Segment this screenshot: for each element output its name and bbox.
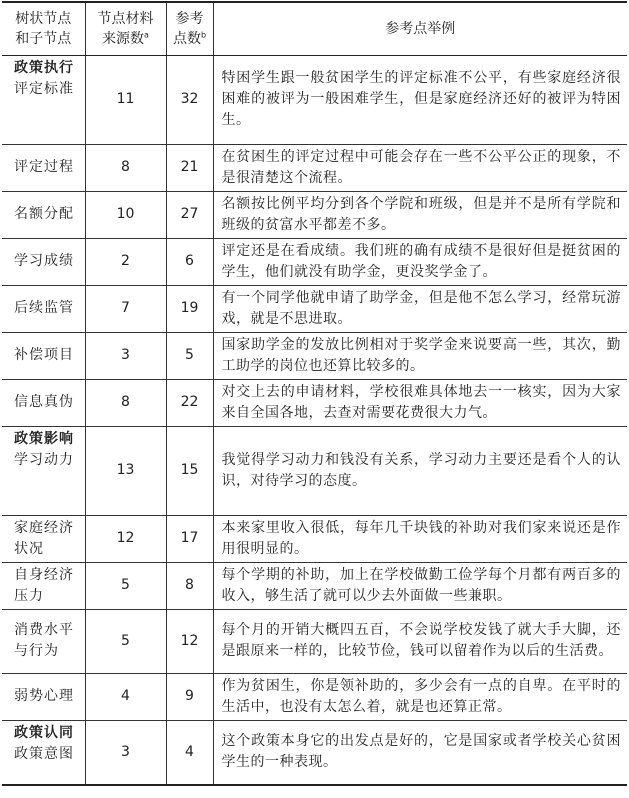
header-examples: 参考点举例 [213, 2, 627, 55]
reference-point-count: 15 [166, 426, 213, 515]
table-row [2, 55, 627, 144]
node-name: 压力 [14, 587, 44, 604]
node-name: 名额分配 [14, 206, 74, 222]
header-sources: 节点材料 来源数$^a$ [85, 2, 166, 55]
node-name: 评定标准 [14, 80, 74, 97]
group-heading: 政策影响 [14, 430, 74, 447]
table-row [2, 191, 627, 238]
source-count: 12 [85, 515, 166, 562]
reference-point-count: 8 [166, 562, 213, 609]
table-row [2, 673, 627, 720]
table-row [2, 609, 627, 673]
reference-example: 对交上去的申请材料，学校很难具体地去一一核实，因为大家来自全国各地，去查对需要花费很大力气。 [213, 379, 627, 426]
reference-example: 作为贫困生，你是领补助的，多少会有一点的自卑。在平时的生活中，也没有太怎么着，就是也还算正常。 [213, 673, 627, 720]
reference-example: 有一个同学他就申请了助学金，但是他不怎么学习，经常玩游戏，就是不思进取。 [213, 285, 627, 332]
node-name: 学习动力 [14, 451, 74, 468]
node-name-cell [2, 720, 85, 785]
reference-point-count: 21 [166, 144, 213, 191]
reference-point-count: 4 [166, 720, 213, 785]
source-count: 8 [85, 144, 166, 191]
node-name-cell [2, 609, 85, 673]
reference-point-count: 19 [166, 285, 213, 332]
reference-example: 每个学期的补助，加上在学校做勤工俭学每个月都有两百多的收入，够生活了就可以少去外面做一些兼职。 [213, 562, 627, 609]
policy-coding-table [2, 1, 627, 786]
table-row [2, 379, 627, 426]
reference-example: 名额按比例平均分到各个学院和班级，但是并不是所有学院和班级的贫富水平都差不多。 [213, 191, 627, 238]
header-points: 参考 点数$^b$ [166, 2, 213, 55]
reference-point-count: 5 [166, 332, 213, 379]
reference-point-count: 22 [166, 379, 213, 426]
node-name: 状况 [14, 540, 44, 557]
reference-example: 在贫困生的评定过程中可能会存在一些不公平公正的现象，不是很清楚这个流程。 [213, 144, 627, 191]
reference-example: 每个月的开销大概四五百，不会说学校发钱了就大手大脚，还是跟原来一样的，比较节俭，钱可以留着作为以后的生活费。 [213, 609, 627, 673]
reference-point-count: 9 [166, 673, 213, 720]
group-heading: 政策执行 [14, 59, 74, 76]
table-row [2, 562, 627, 609]
node-name-cell [2, 426, 85, 515]
header-node: 树状节点 和子节点 [2, 2, 85, 55]
table-header [2, 2, 627, 55]
node-name-cell [2, 332, 85, 379]
node-name: 消费水平 [14, 622, 74, 638]
reference-point-count: 6 [166, 238, 213, 285]
source-count: 5 [85, 562, 166, 609]
source-count: 3 [85, 720, 166, 785]
node-name: 学习成绩 [14, 253, 74, 269]
node-name: 与行为 [14, 643, 59, 659]
reference-point-count: 17 [166, 515, 213, 562]
reference-point-count: 12 [166, 609, 213, 673]
reference-example: 这个政策本身它的出发点是好的，它是国家或者学校关心贫困学生的一种表现。 [213, 720, 627, 785]
node-name-cell [2, 191, 85, 238]
node-name: 家庭经济 [14, 519, 74, 536]
table-row [2, 285, 627, 332]
node-name-cell [2, 562, 85, 609]
node-name: 信息真伪 [14, 394, 74, 410]
reference-example: 评定还是在看成绩。我们班的确有成绩不是很好但是挺贫困的学生，他们就没有助学金，更没奖学金了。 [213, 238, 627, 285]
node-name: 政策意图 [14, 745, 74, 762]
node-name-cell [2, 144, 85, 191]
reference-example: 我觉得学习动力和钱没有关系，学习动力主要还是看个人的认识，对待学习的态度。 [213, 426, 627, 515]
node-name: 弱势心理 [14, 688, 74, 704]
source-count: 3 [85, 332, 166, 379]
node-name: 补偿项目 [14, 347, 74, 363]
table-row [2, 332, 627, 379]
table-row [2, 426, 627, 515]
table-row [2, 238, 627, 285]
group-heading: 政策认同 [14, 724, 74, 741]
node-name: 自身经济 [14, 566, 74, 583]
reference-example: 国家助学金的发放比例相对于奖学金来说要高一些，其次，勤工助学的岗位也还算比较多的。 [213, 332, 627, 379]
table-row [2, 144, 627, 191]
source-count: 11 [85, 55, 166, 144]
reference-example: 特困学生跟一般贫困学生的评定标准不公平，有些家庭经济很困难的被评为一般困难学生，但是家庭经济还好的被评为特困生。 [213, 55, 627, 144]
source-count: 4 [85, 673, 166, 720]
reference-point-count: 32 [166, 55, 213, 144]
source-count: 7 [85, 285, 166, 332]
source-count: 8 [85, 379, 166, 426]
reference-example: 本来家里收入很低，每年几千块钱的补助对我们家来说还是作用很明显的。 [213, 515, 627, 562]
node-name: 后续监管 [14, 300, 74, 316]
node-name-cell [2, 379, 85, 426]
node-name-cell [2, 515, 85, 562]
source-count: 2 [85, 238, 166, 285]
source-count: 13 [85, 426, 166, 515]
node-name-cell [2, 673, 85, 720]
node-name: 评定过程 [14, 159, 74, 175]
source-count: 10 [85, 191, 166, 238]
node-name-cell [2, 285, 85, 332]
reference-point-count: 27 [166, 191, 213, 238]
table-body [2, 55, 627, 785]
node-name-cell [2, 238, 85, 285]
table-row [2, 515, 627, 562]
table-row [2, 720, 627, 785]
source-count: 5 [85, 609, 166, 673]
node-name-cell [2, 55, 85, 144]
